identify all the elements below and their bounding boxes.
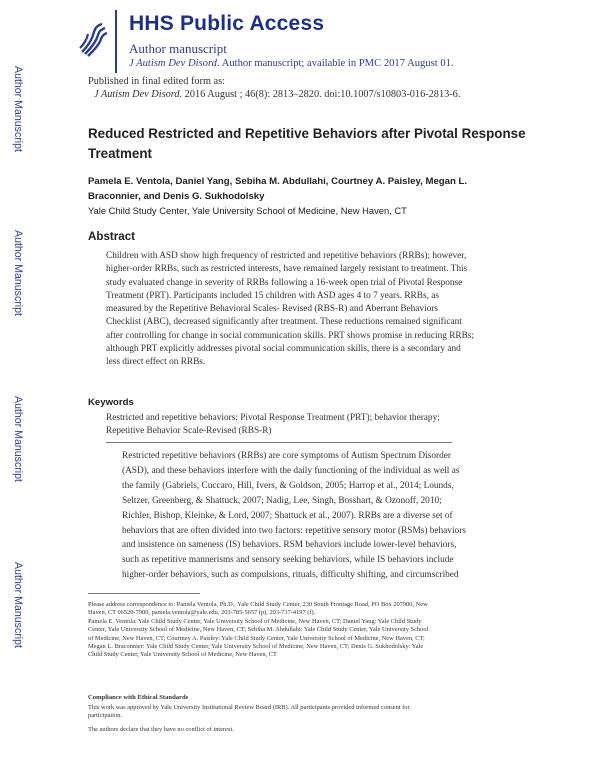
body-line: the family (Gabriels, Cuccaro, Hill, Ivers, & Goldson, 2005; Harrop et al., 2014; Lounds, [122,480,454,491]
abstract-text [106,250,536,370]
correspondence-footnote [88,601,538,660]
keywords-heading: Keywords [88,397,134,408]
body-line: Restricted repetitive behaviors (RRBs) are core symptoms of Autism Spectrum Disorder [122,451,451,461]
body-line: (ASD), and these behaviors interfere with the daily functioning of the individual as well as [122,465,460,476]
footnote-line: Pamela E. Ventola: Yale Child Study Center, Yale University School of Medicine, New Haven, CT; Daniel Yang: Yale Child Study [88,617,422,625]
footnote-line: Megan L. Braconnier: Yale Child Study Center, Yale University School of Medicine, New Haven, CT; Denis G. Sukhodolsky: Yale [88,643,424,651]
availability-text: . Author manuscript; available in PMC 2017 August 01. [216,58,454,69]
hhs-eagle-logo-icon [78,22,108,58]
footnote-line: The authors declare that they have no conflict of interest. [88,726,234,733]
keywords-line: Repetitive Behavior Scale-Revised (RBS-R) [106,426,272,437]
body-line: and insistence on sameness (IS) behaviors. RSM behaviors include lower-level behaviors, [122,540,457,551]
abstract-line: measured by the Repetitive Behavioral Scales- Revised (RBS-R) and Aberrant Behaviors [106,304,439,315]
abstract-line: after controlling for change in social communication skills. PRT shows promise in reducing RRBs; [106,330,474,341]
keywords-text [106,412,440,439]
author-manuscript-label: Author manuscript [129,41,227,56]
body-line: behaviors that are often divided into two factors: repetitive sensory motor (RSMs) behaviors [122,525,466,536]
availability-line [129,58,454,69]
footnote-line: participation. [88,712,122,720]
side-label-author-manuscript: Author Manuscript [12,66,24,152]
body-line: Seltzer, Greenberg, & Shattuck, 2007; Nadig, Lee, Singh, Bosshart, & Ozonoff, 2010; [122,495,442,506]
author-line: Pamela E. Ventola, Daniel Yang, Sebiha M. Abdullahi, Courtney A. Paisley, Megan L. [88,176,468,187]
abstract-line: Treatment (PRT). Participants included 15 children with ASD ages 4 to 7 years. RRBs, as [106,290,439,301]
citation-details: . 2016 August ; 46(8): 2813–2820. doi:10.1007/s10803-016-2813-6. [179,89,461,100]
abstract-line: Children with ASD show high frequency of restricted and repetitive behaviors (RRBs); however, [106,251,467,261]
published-label: Published in final edited form as: [88,76,225,87]
side-label-author-manuscript: Author Manuscript [12,230,24,316]
body-line: higher-order behaviors, such as compulsions, rituals, difficulty shifting, and circumscribed [122,570,459,581]
body-line: Richler, Bishop, Kleinke, & Lord, 2007; Shattuck et al., 2007). RRBs are a diverse set of [122,510,453,521]
header-divider [115,10,117,73]
keywords-line: Restricted and repetitive behaviors; Pivotal Response Treatment (PRT); behavior therapy; [106,413,440,423]
author-list [88,174,528,204]
footnote-divider [88,593,200,594]
footnote-line: Child Study Center, Yale University School of Medicine, New Haven, CT [88,651,277,659]
footnote-line: Haven, CT 06520-7900, pamela.ventola@yale.edu, 203-785-5657 (p), 203-737-4197 (f). [88,609,316,617]
body-line: such as repetitive mannerisms and sensory seeking behaviors, while IS behaviors include [122,555,454,566]
abstract-line: study evaluated change in severity of RRBs following a 16-week open trial of Pivotal Response [106,277,463,288]
author-line: Braconnier, and Denis G. Sukhodolsky [88,191,265,202]
citation-journal: J Autism Dev Disord [94,89,180,100]
abstract-line: Checklist (ABC), decreased significantly after treatment. These reductions remained significant [106,317,462,328]
ethics-heading: Compliance with Ethical Standards [88,694,189,701]
abstract-line: less direct effect on RRBs. [106,357,206,368]
footnote-line: Center, Yale University School of Medicine, New Haven, CT; Sebiha M. Abdullahi: Yale Child Study Center, Yale University School [88,626,429,634]
abstract-heading: Abstract [88,230,136,243]
abstract-line: although PRT explicitly addresses pivotal social communication skills, there is a secondary and [106,344,461,355]
conflict-footnote [88,726,538,734]
side-label-author-manuscript: Author Manuscript [12,396,24,482]
footnote-line: This work was approved by Yale University Institutional Review Board (IRB). All participants provided informed consent for [88,704,410,711]
citation-line [94,89,460,100]
footnote-line: Please address correspondence to: Pamela Ventola, Ph.D., Yale Child Study Center, 230 South Frontage Road, PO Box 207900, New [88,601,428,608]
keywords-divider [106,442,452,443]
footnote-line: of Medicine, New Haven, CT; Courtney A. Paisley: Yale Child Study Center, Yale University School of Medicine, New Haven, CT; [88,634,425,642]
side-label-author-manuscript: Author Manuscript [12,562,24,648]
body-paragraph [122,449,542,583]
abstract-line: higher-order RRBs, such as restricted interests, have remained largely resistant to treatment. This [106,264,468,275]
article-title: Reduced Restricted and Repetitive Behaviors after Pivotal Response Treatment [88,126,526,161]
affiliation: Yale Child Study Center, Yale University School of Medicine, New Haven, CT [88,205,407,216]
ethics-footnote [88,704,538,721]
journal-abbrev: J Autism Dev Disord [129,58,217,69]
hhs-public-access-title: HHS Public Access [129,12,325,35]
